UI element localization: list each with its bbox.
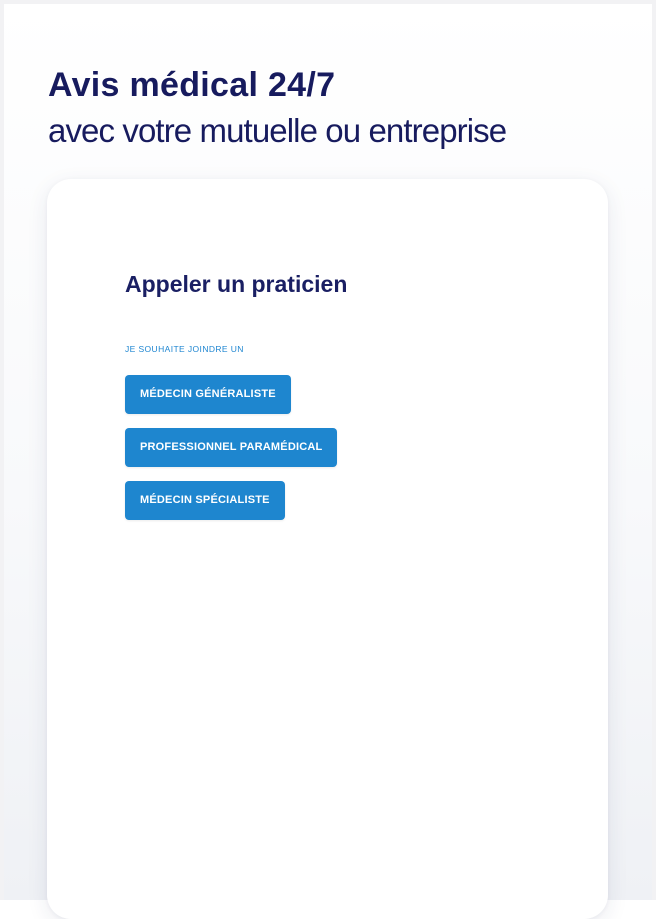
hero-header <box>48 62 636 154</box>
paramedical-professional-button[interactable]: PROFESSIONNEL PARAMÉDICAL <box>125 428 337 467</box>
call-practitioner-card <box>47 179 608 919</box>
hero-subtitle: avec votre mutuelle ou entreprise <box>48 112 507 149</box>
card-title: Appeler un praticien <box>125 271 348 297</box>
practitioner-type-label: JE SOUHAITE JOINDRE UN <box>125 344 244 354</box>
specialist-doctor-button[interactable]: MÉDECIN SPÉCIALISTE <box>125 481 285 520</box>
hero-title: Avis médical 24/7 <box>48 66 336 104</box>
general-practitioner-button[interactable]: MÉDECIN GÉNÉRALISTE <box>125 375 291 414</box>
